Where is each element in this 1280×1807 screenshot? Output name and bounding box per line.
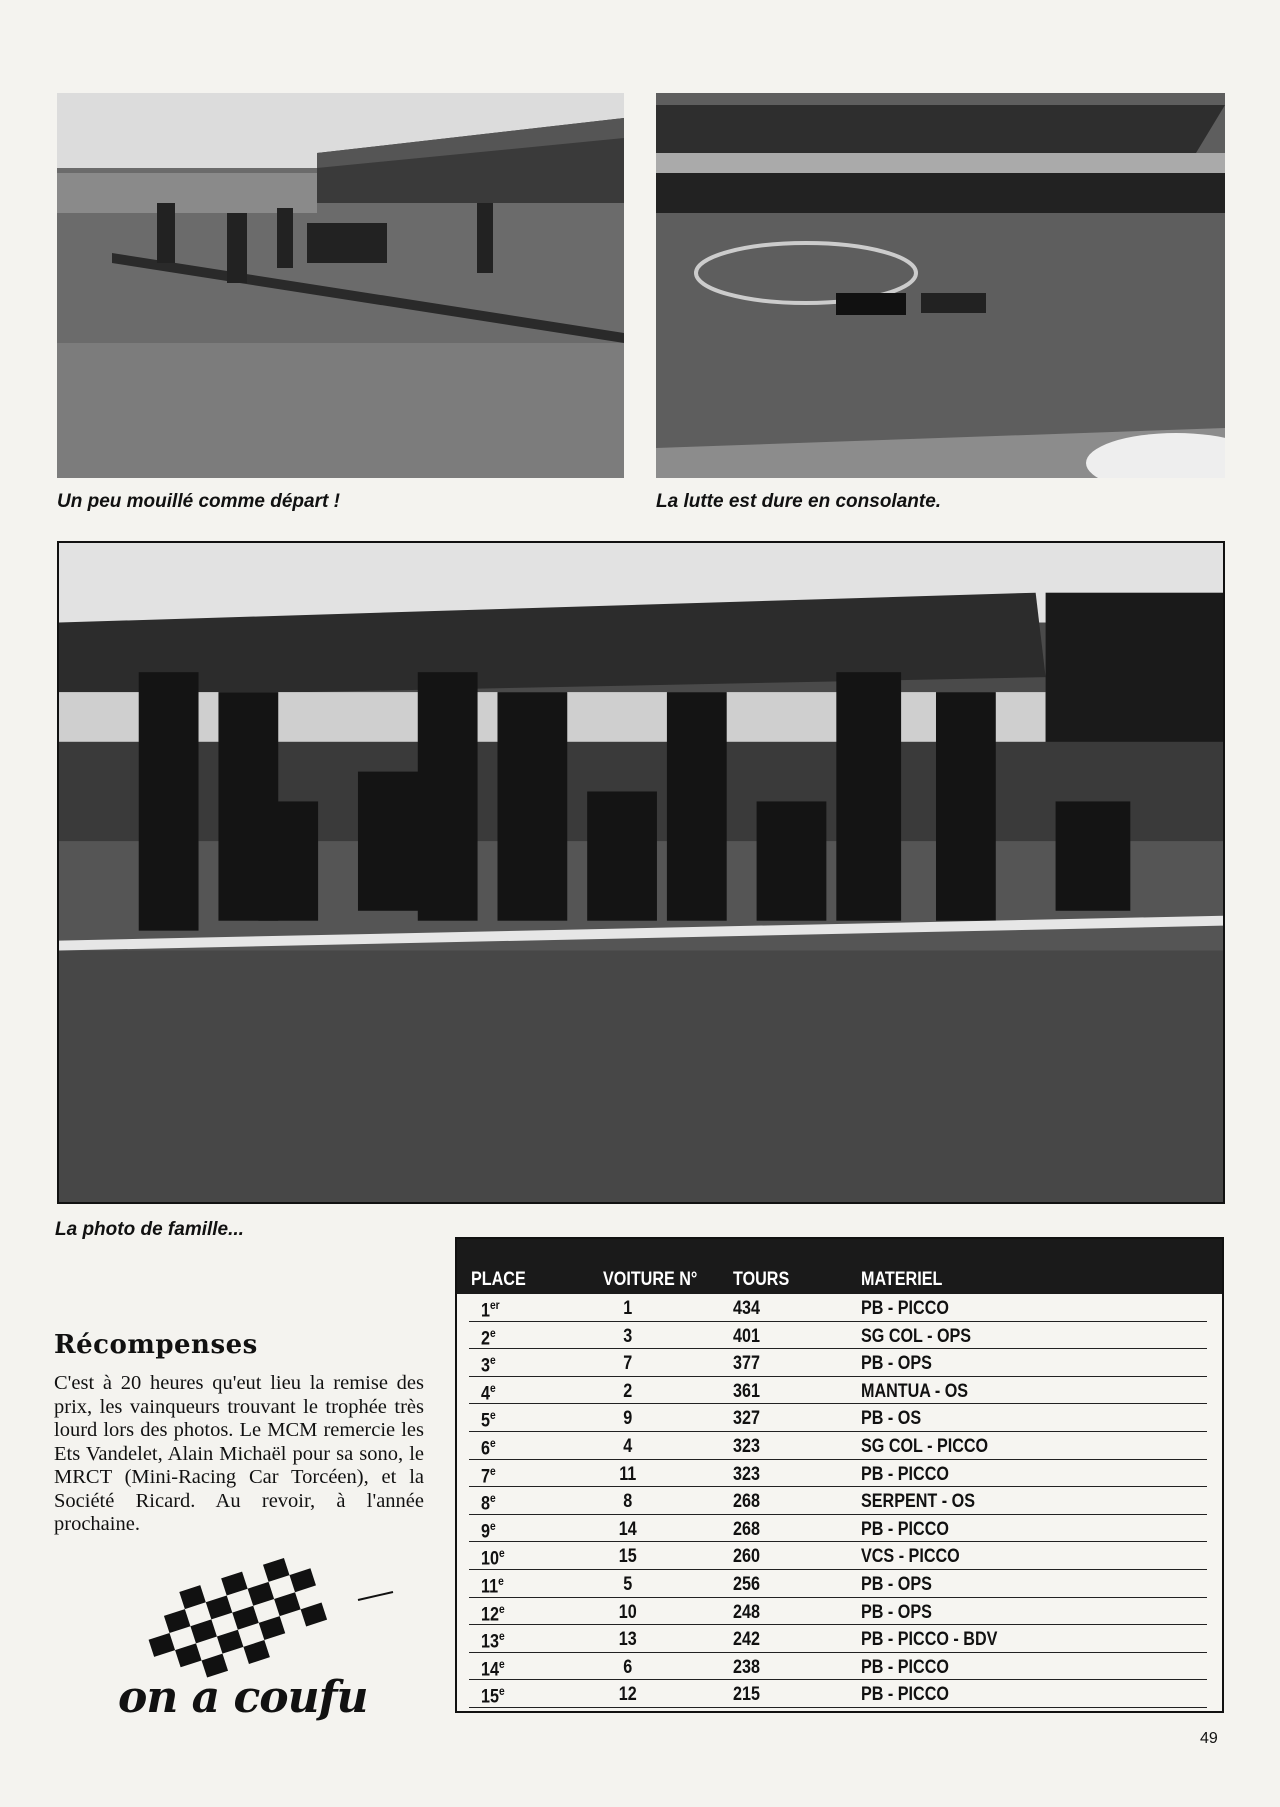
cell-material: PB - OPS (861, 1573, 932, 1595)
table-row (469, 1349, 1207, 1377)
cell-laps: 238 (733, 1656, 760, 1678)
cell-place: 13e (481, 1629, 505, 1653)
logo-text: on a coufu (118, 1672, 368, 1723)
cell-material: PB - PICCO (861, 1518, 949, 1540)
cell-material: PB - OPS (861, 1601, 932, 1623)
cell-car: 11 (619, 1463, 637, 1485)
cell-place: 7e (481, 1463, 496, 1487)
place-suffix: e (498, 1546, 505, 1561)
cell-car: 6 (623, 1656, 633, 1678)
table-row (469, 1322, 1207, 1350)
cell-place: 11e (481, 1573, 504, 1598)
cell-laps: 248 (733, 1601, 760, 1623)
article-heading: Récompenses (54, 1330, 258, 1360)
cell-laps: 268 (733, 1491, 760, 1513)
cell-laps: 268 (733, 1518, 760, 1540)
cell-car: 14 (618, 1518, 637, 1540)
article-body: C'est à 20 heures qu'eut lieu la remise des prix, les vainqueurs trouvant le trophée très lourd lors des photos. Le MCM remercie les Ets Vandelet, Alain Michaël pour sa sono, le MRCT (Mini-Racing Car Torcéen), et la Société Ricard. Au revoir, à l'année prochaine. (54, 1372, 424, 1535)
table-row (469, 1460, 1207, 1488)
cell-material: MANTUA - OS (861, 1380, 969, 1402)
cell-car: 8 (623, 1491, 633, 1513)
place-suffix: e (489, 1491, 496, 1506)
cell-material: PB - PICCO (861, 1656, 949, 1678)
table-row (469, 1515, 1207, 1543)
photo-race-track (656, 93, 1225, 478)
table-row (469, 1487, 1207, 1515)
cell-laps: 323 (733, 1435, 760, 1457)
cell-car: 13 (618, 1629, 637, 1651)
cell-place: 10e (481, 1546, 505, 1570)
cell-laps: 327 (733, 1408, 760, 1430)
table-row (469, 1294, 1207, 1322)
results-header (457, 1239, 1222, 1294)
header-material: MATERIEL (861, 1269, 943, 1290)
cell-material: PB - PICCO (861, 1298, 949, 1319)
cell-car: 10 (618, 1601, 637, 1623)
table-row (469, 1653, 1207, 1681)
place-suffix: e (489, 1518, 496, 1533)
cell-material: SERPENT - OS (861, 1491, 975, 1513)
cell-car: 12 (618, 1684, 637, 1706)
table-row (469, 1542, 1207, 1570)
cell-car: 1 (623, 1298, 633, 1319)
cell-material: VCS - PICCO (861, 1546, 960, 1568)
cell-place: 6e (481, 1435, 496, 1460)
cell-car: 2 (623, 1380, 633, 1402)
place-suffix: e (498, 1656, 505, 1671)
place-suffix: e (489, 1408, 496, 1423)
place-suffix: e (489, 1435, 496, 1450)
table-row (469, 1598, 1207, 1626)
photo-family (57, 541, 1225, 1204)
page-number: 49 (1200, 1730, 1218, 1747)
header-place: PLACE (471, 1269, 526, 1290)
photo-caption: Un peu mouillé comme départ ! (57, 491, 340, 512)
cell-laps: 377 (733, 1353, 760, 1375)
table-row (469, 1625, 1207, 1653)
cell-place: 1er (481, 1298, 500, 1322)
cell-material: SG COL - OPS (861, 1325, 972, 1347)
place-suffix: e (489, 1380, 496, 1395)
cell-place: 9e (481, 1518, 496, 1543)
cell-car: 7 (623, 1353, 633, 1375)
cell-car: 3 (623, 1325, 633, 1347)
photo-caption: La photo de famille... (55, 1219, 244, 1240)
table-row (469, 1377, 1207, 1405)
cell-material: PB - PICCO (861, 1463, 949, 1485)
cell-car: 9 (623, 1408, 633, 1430)
place-suffix: e (498, 1684, 505, 1699)
cell-material: PB - OS (861, 1408, 922, 1430)
cell-laps: 242 (733, 1629, 760, 1651)
cell-place: 2e (481, 1325, 496, 1349)
table-row (469, 1680, 1207, 1708)
place-suffix: e (489, 1353, 496, 1368)
cell-car: 5 (623, 1573, 633, 1595)
cell-car: 4 (623, 1435, 633, 1457)
cell-material: PB - PICCO - BDV (861, 1629, 998, 1651)
place-suffix: er (489, 1298, 500, 1312)
cell-place: 8e (481, 1491, 496, 1515)
cell-laps: 256 (733, 1573, 760, 1595)
cell-place: 14e (481, 1656, 505, 1681)
place-suffix: e (489, 1463, 496, 1478)
cell-laps: 401 (733, 1325, 760, 1347)
cell-place: 12e (481, 1601, 505, 1625)
cell-material: PB - PICCO (861, 1684, 949, 1706)
cell-laps: 361 (733, 1380, 760, 1402)
table-row (469, 1404, 1207, 1432)
cell-car: 15 (618, 1546, 637, 1568)
header-car: VOITURE N° (603, 1269, 698, 1290)
place-suffix: e (498, 1573, 504, 1588)
cell-laps: 323 (733, 1463, 760, 1485)
cell-material: SG COL - PICCO (861, 1435, 989, 1457)
photo-caption: La lutte est dure en consolante. (656, 491, 942, 512)
cell-place: 4e (481, 1380, 496, 1405)
place-suffix: e (489, 1325, 496, 1340)
cell-laps: 434 (733, 1298, 760, 1319)
cell-laps: 260 (733, 1546, 760, 1568)
results-table (455, 1237, 1224, 1713)
cell-material: PB - OPS (861, 1353, 932, 1375)
table-row (469, 1570, 1207, 1598)
cell-place: 15e (481, 1684, 505, 1708)
cell-laps: 215 (733, 1684, 760, 1706)
cell-place: 3e (481, 1353, 496, 1377)
place-suffix: e (498, 1601, 505, 1616)
cell-place: 5e (481, 1408, 496, 1432)
table-row (469, 1432, 1207, 1460)
header-laps: TOURS (733, 1269, 790, 1290)
photo-wet-start (57, 93, 624, 478)
place-suffix: e (498, 1629, 505, 1644)
